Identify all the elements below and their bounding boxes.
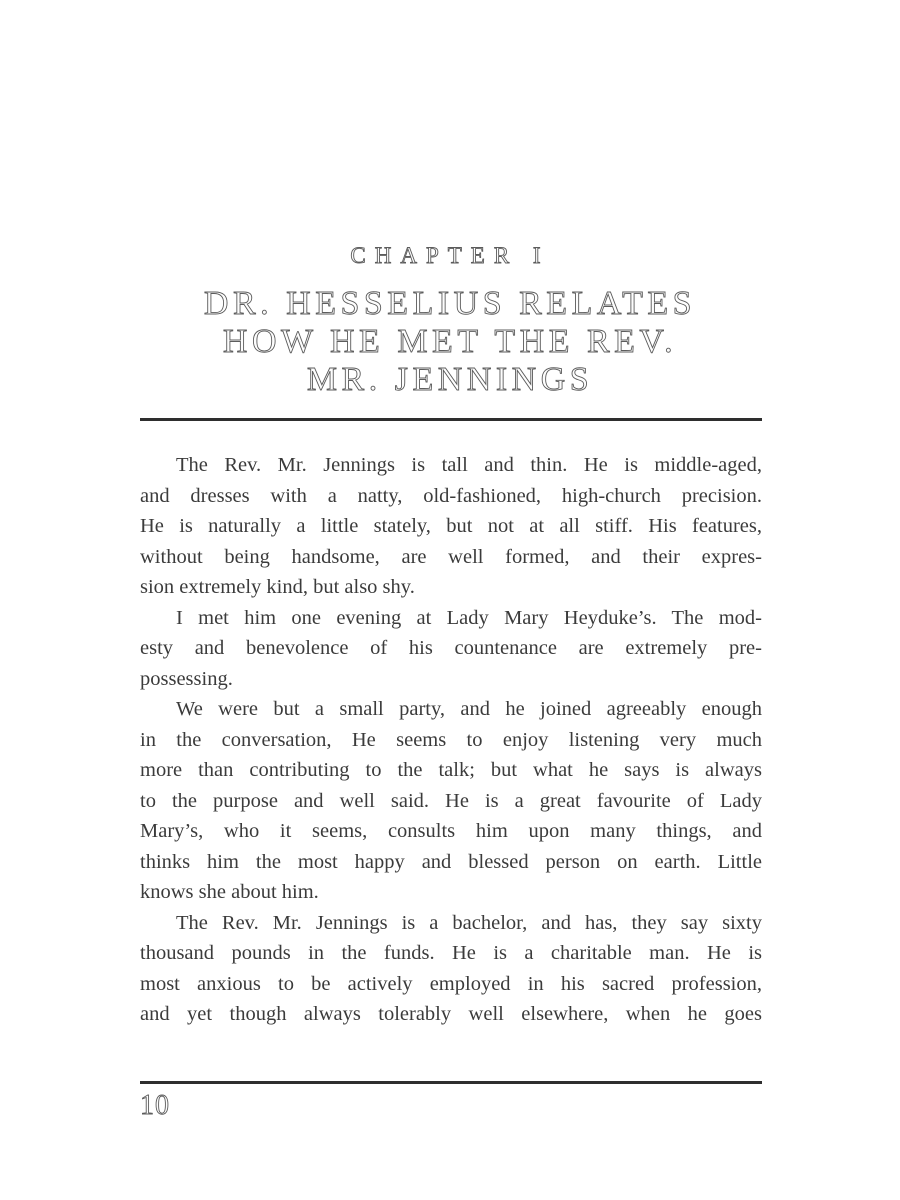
chapter-title-line: DR. HESSELIUS RELATES [203,285,697,322]
body-line: and yet though always tolerably well elsewhere, when he goes [140,1003,762,1025]
body-line: and dresses with a natty, old-fashioned, high-church precision. [140,484,762,507]
chapter-label: CHAPTER I [350,243,550,268]
body-line: The Rev. Mr. Jennings is a bachelor, and has, they say sixty [176,911,762,934]
body-line: thinks him the most happy and blessed person on earth. Little [140,850,762,873]
chapter-title [0,285,900,399]
body-line: The Rev. Mr. Jennings is tall and thin. He is middle-aged, [176,454,762,476]
body-line: most anxious to be actively employed in his sacred profession, [140,972,762,995]
chapter-title-line: MR. JENNINGS [306,361,594,398]
body-line: in the conversation, He seems to enjoy listening very much [140,728,762,751]
body-line: more than contributing to the talk; but what he says is always [140,759,762,781]
body-line: I met him one evening at Lady Mary Heyduke’s. The mod- [176,606,762,629]
bottom-rule [140,1081,762,1084]
body-line: He is naturally a little stately, but not at all stiff. His features, [140,515,762,537]
body-line: esty and benevolence of his countenance are extremely pre- [140,637,762,659]
body-text [140,450,762,1030]
body-line: thousand pounds in the funds. He is a charitable man. He is [140,942,762,964]
body-line: Mary’s, who it seems, consults him upon many things, and [140,820,762,842]
body-line: without being handsome, are well formed, and their expres- [140,545,762,568]
body-line: possessing. [140,667,233,690]
body-line: We were but a small party, and he joined agreeably enough [176,698,762,720]
body-line: to the purpose and well said. He is a great favourite of Lady [140,789,762,812]
chapter-title-line: HOW HE MET THE REV. [222,323,678,360]
page-number: 10 [140,1090,170,1121]
top-rule [140,418,762,421]
body-line: knows she about him. [140,881,319,903]
body-line: sion extremely kind, but also shy. [140,576,415,598]
